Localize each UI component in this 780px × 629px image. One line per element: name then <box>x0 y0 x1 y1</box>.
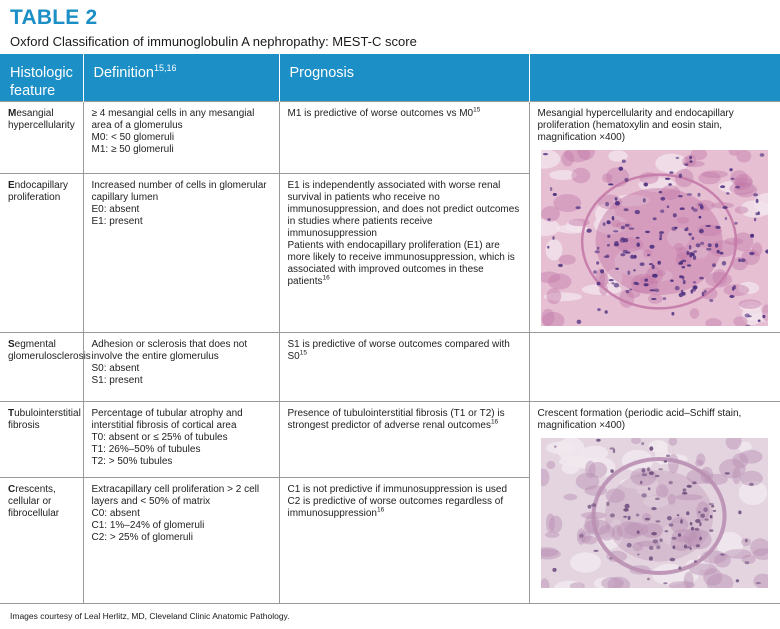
definition-cell-endocapillary <box>83 174 279 332</box>
table-title: TABLE 2 <box>10 6 98 29</box>
header-prognosis-label: Prognosis <box>289 65 354 81</box>
definition-line: M0: < 50 glomeruli <box>91 131 175 143</box>
prognosis-text: M1 is predictive of worse outcomes vs M0 <box>287 107 474 119</box>
feature-initial: T <box>8 407 15 419</box>
feature-initial: C <box>8 483 16 495</box>
prognosis-ref: 16 <box>377 506 385 514</box>
feature-label: ubulointerstitial fibrosis <box>8 407 81 431</box>
micrograph-pas-image <box>541 438 768 588</box>
mest-c-table <box>0 54 780 604</box>
figure-caption-he: Mesangial hypercellularity and endocapillary proliferation (hematoxylin and eosin stain, magnification ×400) <box>537 107 734 143</box>
feature-cell-mesangial <box>0 101 83 174</box>
micrograph-pas-svg <box>541 438 768 588</box>
table-row-mesangial <box>0 101 780 174</box>
prognosis-cell-endocapillary <box>279 174 529 332</box>
micrograph-he-svg <box>541 150 768 326</box>
prognosis-text: E1 is independently associated with worse renal survival in patients who receive no immunosuppression, and does not predict outcomes in studies where patients receive immunosuppression <box>287 180 520 240</box>
header-figures <box>529 54 780 101</box>
definition-line: T0: absent or ≤ 25% of tubules <box>91 431 228 443</box>
definition-line: E1: present <box>91 216 143 228</box>
feature-label: egmental glomerulosclerosis <box>8 338 91 362</box>
figure-caption-pas: Crescent formation (periodic acid–Schiff stain, magnification ×400) <box>537 407 742 431</box>
header-feature-line: feature <box>10 83 56 99</box>
prognosis-text: C1 is not predictive if immunosuppression is used <box>287 483 508 495</box>
feature-label: ndocapillary proliferation <box>8 180 69 204</box>
definition-line: Extracapillary cell proliferation > 2 cell layers and < 50% of matrix <box>91 483 260 507</box>
prognosis-ref: 16 <box>490 418 499 426</box>
figure-cell-he-stain <box>529 101 780 332</box>
feature-label: rescents, cellular or fibrocellular <box>8 483 60 519</box>
prognosis-cell-crescents <box>279 477 529 603</box>
prognosis-cell-tubulointerstitial <box>279 401 529 477</box>
definition-cell-segmental <box>83 332 279 401</box>
feature-cell-tubulointerstitial <box>0 401 83 477</box>
prognosis-cell-mesangial <box>279 101 529 174</box>
definition-line: M1: ≥ 50 glomeruli <box>91 143 174 155</box>
feature-initial: M <box>8 107 17 119</box>
prognosis-ref: 15 <box>473 106 481 114</box>
feature-cell-endocapillary <box>0 174 83 332</box>
header-definition <box>83 54 279 101</box>
micrograph-he-image <box>541 150 768 326</box>
definition-line: E0: absent <box>91 204 140 216</box>
feature-cell-segmental <box>0 332 91 401</box>
definition-line: C1: 1%–24% of glomeruli <box>91 519 205 531</box>
definition-line: S0: absent <box>91 362 140 374</box>
feature-initial: E <box>8 180 15 192</box>
definition-line: Increased number of cells in glomerular capillary lumen <box>91 180 267 204</box>
prognosis-ref: 16 <box>322 274 330 282</box>
figure-cell-pas-stain <box>529 401 780 603</box>
definition-line: T2: > 50% tubules <box>91 455 173 467</box>
table-row-segmental <box>0 332 780 401</box>
definition-line: Adhesion or sclerosis that does not involve the entire glomerulus <box>91 338 248 362</box>
table-header-row <box>0 54 780 101</box>
definition-cell-tubulointerstitial <box>83 401 279 477</box>
prognosis-cell-segmental <box>279 332 529 401</box>
header-definition-ref: 15,16 <box>153 63 177 74</box>
prognosis-text: Presence of tubulointerstitial fibrosis (T1 or T2) is strongest predictor of adverse renal outcomes <box>287 407 505 431</box>
prognosis-text: S1 is predictive of worse outcomes compared with S0 <box>287 338 510 362</box>
prognosis-ref: 15 <box>299 349 307 357</box>
empty-figure-cell <box>529 332 780 401</box>
table-subtitle: Oxford Classification of immunoglobulin A nephropathy: MEST-C score <box>10 34 417 49</box>
table-row-tubulointerstitial <box>0 401 780 477</box>
prognosis-text: C2 is predictive of worse outcomes regardless of immunosuppression <box>287 495 504 519</box>
definition-line: ≥ 4 mesangial cells in any mesangial area of a glomerulus <box>91 107 255 131</box>
definition-line: C2: > 25% of glomeruli <box>91 531 193 543</box>
definition-line: C0: absent <box>91 507 140 519</box>
prognosis-text: Patients with endocapillary proliferation (E1) are more likely to receive immunosuppression, which is associated with improved outcomes in these patients <box>287 240 515 288</box>
definition-line: S1: present <box>91 374 143 386</box>
definition-line: T1: 26%–50% of tubules <box>91 443 201 455</box>
definition-cell-crescents <box>83 477 279 603</box>
header-prognosis <box>279 54 529 101</box>
feature-label: esangial hypercellularity <box>8 107 75 131</box>
footnote: Images courtesy of Leal Herlitz, MD, Cleveland Clinic Anatomic Pathology. <box>10 611 290 621</box>
header-histologic-feature <box>0 54 83 101</box>
feature-cell-crescents <box>0 477 83 603</box>
feature-initial: S <box>8 338 15 350</box>
definition-cell-mesangial <box>83 101 279 174</box>
header-histologic-line: Histologic <box>10 65 73 81</box>
definition-line: Percentage of tubular atrophy and interstitial fibrosis of cortical area <box>91 407 243 431</box>
header-definition-label: Definition <box>93 65 154 81</box>
